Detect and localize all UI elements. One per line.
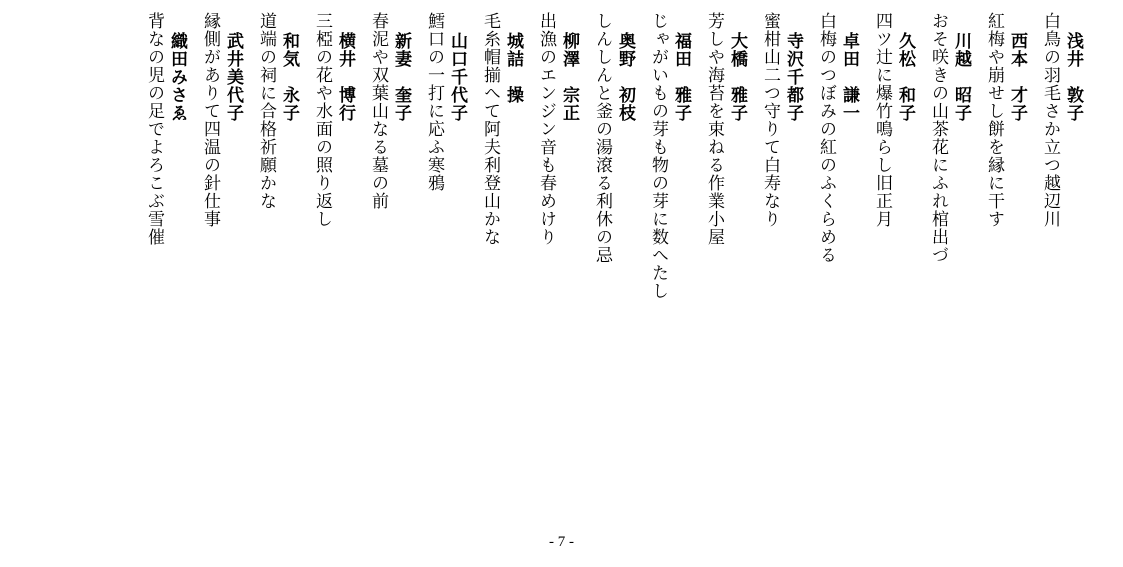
haiku-author: 城詰 操 [503, 32, 523, 104]
haiku-poem: 道端の祠に合格祈願かな [256, 12, 276, 210]
haiku-poem: 紅梅や崩せし餅を縁に干す [984, 12, 1004, 228]
haiku-poem: 三椏の花や水面の照り返し [312, 12, 332, 228]
haiku-poem: じゃがいもの芽も物の芽に数へたし [648, 12, 668, 300]
haiku-author: 大橋 雅子 [727, 32, 747, 122]
haiku-entry [815, 12, 859, 264]
haiku-author: 山口千代子 [447, 32, 467, 122]
haiku-entry [983, 12, 1027, 228]
haiku-author: 織田みさゑ [167, 32, 187, 122]
haiku-entry [311, 12, 355, 228]
haiku-entry [255, 12, 299, 210]
haiku-entry [535, 12, 579, 246]
page-number: - 7 - [549, 534, 574, 550]
haiku-author: 久松 和子 [895, 32, 915, 122]
haiku-entry [199, 12, 243, 228]
haiku-poem: おそ咲きの山茶花にふれ棺出づ [928, 12, 948, 264]
haiku-author: 武井美代子 [223, 32, 243, 122]
haiku-entry [479, 12, 523, 246]
haiku-entry [927, 12, 971, 264]
haiku-entry [759, 12, 803, 228]
haiku-entry [367, 12, 411, 210]
haiku-entry [703, 12, 747, 246]
haiku-author: 西本 才子 [1007, 32, 1027, 122]
haiku-author: 卓田 謙一 [839, 32, 859, 122]
haiku-poem: 縁側がありて四温の針仕事 [200, 12, 220, 228]
haiku-entry [871, 12, 915, 228]
haiku-author: 川越 昭子 [951, 32, 971, 122]
haiku-entry [647, 12, 691, 300]
haiku-author: 和気 永子 [279, 32, 299, 122]
haiku-author: 横井 博行 [335, 32, 355, 122]
haiku-columns [131, 12, 1083, 532]
haiku-author: 新妻 奎子 [391, 32, 411, 122]
haiku-author: 柳澤 宗正 [559, 32, 579, 122]
haiku-entry [1039, 12, 1083, 228]
haiku-poem: 毛糸帽揃へて阿夫利登山かな [480, 12, 500, 246]
haiku-poem: 芳しや海苔を束ねる作業小屋 [704, 12, 724, 246]
haiku-poem: 出漁のエンジン音も春めけり [536, 12, 556, 246]
haiku-entry [591, 12, 635, 264]
haiku-poem: 鱈口の一打に応ふ寒鴉 [424, 12, 444, 192]
haiku-poem: しんしんと釜の湯滾る利休の忌 [592, 12, 612, 264]
haiku-poem: 背なの児の足でよろこぶ雪催 [144, 12, 164, 246]
haiku-author: 福田 雅子 [671, 32, 691, 122]
haiku-author: 奥野 初枝 [615, 32, 635, 122]
haiku-poem: 春泥や双葉山なる墓の前 [368, 12, 388, 210]
haiku-poem: 白梅のつぼみの紅のふくらめる [816, 12, 836, 264]
haiku-poem: 四ツ辻に爆竹鳴らし旧正月 [872, 12, 892, 228]
haiku-entry [423, 12, 467, 192]
haiku-poem: 白鳥の羽毛さか立つ越辺川 [1040, 12, 1060, 228]
haiku-author: 浅井 敦子 [1063, 32, 1083, 122]
haiku-poem: 蜜柑山二つ守りて白寿なり [760, 12, 780, 228]
haiku-author: 寺沢千都子 [783, 32, 803, 122]
haiku-entry [143, 12, 187, 246]
